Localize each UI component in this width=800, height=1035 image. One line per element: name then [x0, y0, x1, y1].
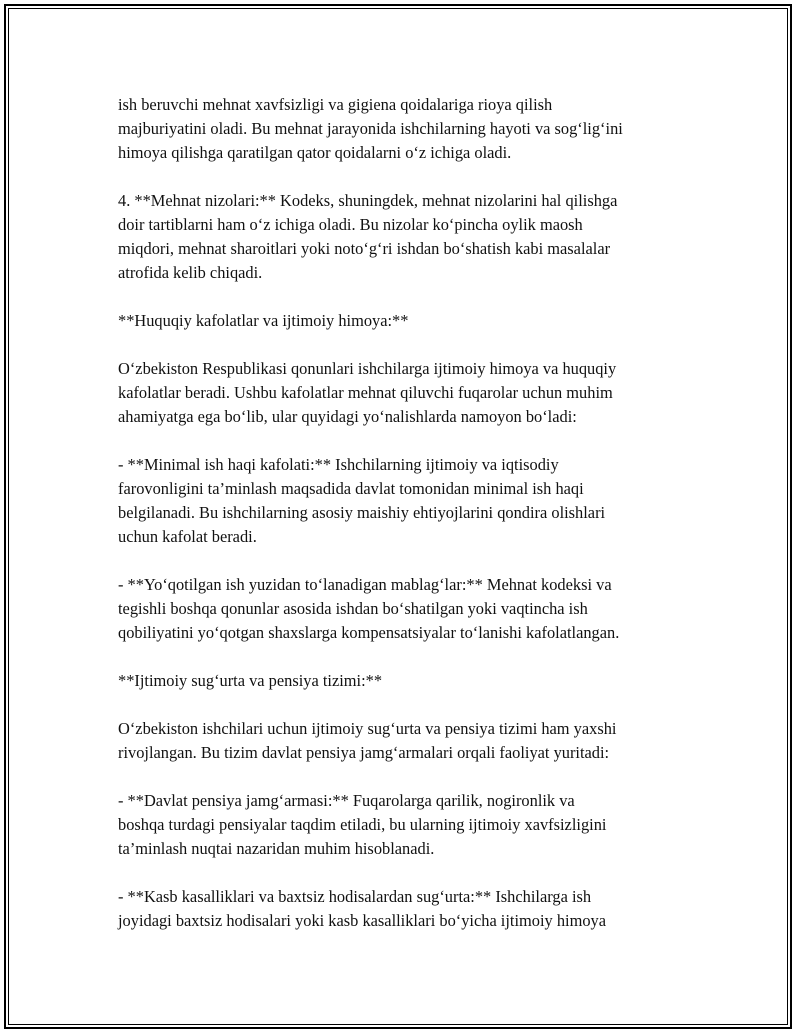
list-item-lost-work-compensation: - **Yo‘qotilgan ish yuzidan to‘lanadigan mablag‘lar:** Mehnat kodeksi va tegishli boshqa qonunlar asosida ishdan bo‘shatilgan yoki vaqtincha ish qobiliyatini yo‘qotgan shaxslarga kompensatsiyalar to‘lanishi kafolatlangan. [118, 575, 620, 642]
document-body [118, 93, 698, 957]
list-item-minimum-wage: - **Minimal ish haqi kafolati:** Ishchilarning ijtimoiy va iqtisodiy farovonligini ta’minlash maqsadida davlat tomonidan minimal ish haqi belgilanadi. Bu ishchilarning asosiy maishiy ehtiyojlarini qondira olishlari uchun kafolat beradi. [118, 455, 606, 546]
paragraph-safety-obligation: ish beruvchi mehnat xavfsizligi va gigiena qoidalariga rioya qilish majburiyatini oladi. Bu mehnat jarayonida ishchilarning hayoti va sog‘lig‘ini himoya qilishga qaratilgan qator qoidalarni o‘z ichiga oladi. [118, 95, 623, 162]
paragraph-social-protection: O‘zbekiston Respublikasi qonunlari ishchilarga ijtimoiy himoya va huquqiy kafolatlar beradi. Ushbu kafolatlar mehnat qiluvchi fuqarolar uchun muhim ahamiyatga ega bo‘lib, ular quyidagi yo‘nalishlarda namoyon bo‘ladi: [118, 359, 617, 426]
heading-social-insurance: **Ijtimoiy sug‘urta va pensiya tizimi:** [118, 671, 383, 690]
list-item-occupational-insurance: - **Kasb kasalliklari va baxtsiz hodisalardan sug‘urta:** Ishchilarga ish joyidagi baxtsiz hodisalari yoki kasb kasalliklari bo‘yicha ijtimoiy himoya [118, 887, 606, 930]
heading-legal-guarantees: **Huquqiy kafolatlar va ijtimoiy himoya:** [118, 311, 409, 330]
paragraph-pension-system: O‘zbekiston ishchilari uchun ijtimoiy sug‘urta va pensiya tizimi ham yaxshi rivojlangan. Bu tizim davlat pensiya jamg‘armalari orqali faoliyat yuritadi: [118, 719, 617, 762]
list-item-state-pension-fund: - **Davlat pensiya jamg‘armasi:** Fuqarolarga qarilik, nogironlik va boshqa turdagi pensiyalar taqdim etiladi, bu ularning ijtimoiy xavfsizligini ta’minlash nuqtai nazaridan muhim hisoblanadi. [118, 791, 607, 858]
paragraph-labor-disputes: 4. **Mehnat nizolari:** Kodeks, shuningdek, mehnat nizolarini hal qilishga doir tartiblarni ham o‘z ichiga oladi. Bu nizolar ko‘pincha oylik maosh miqdori, mehnat sharoitlari yoki noto‘g‘ri ishdan bo‘shatish kabi masalalar atrofida kelib chiqadi. [118, 191, 618, 282]
